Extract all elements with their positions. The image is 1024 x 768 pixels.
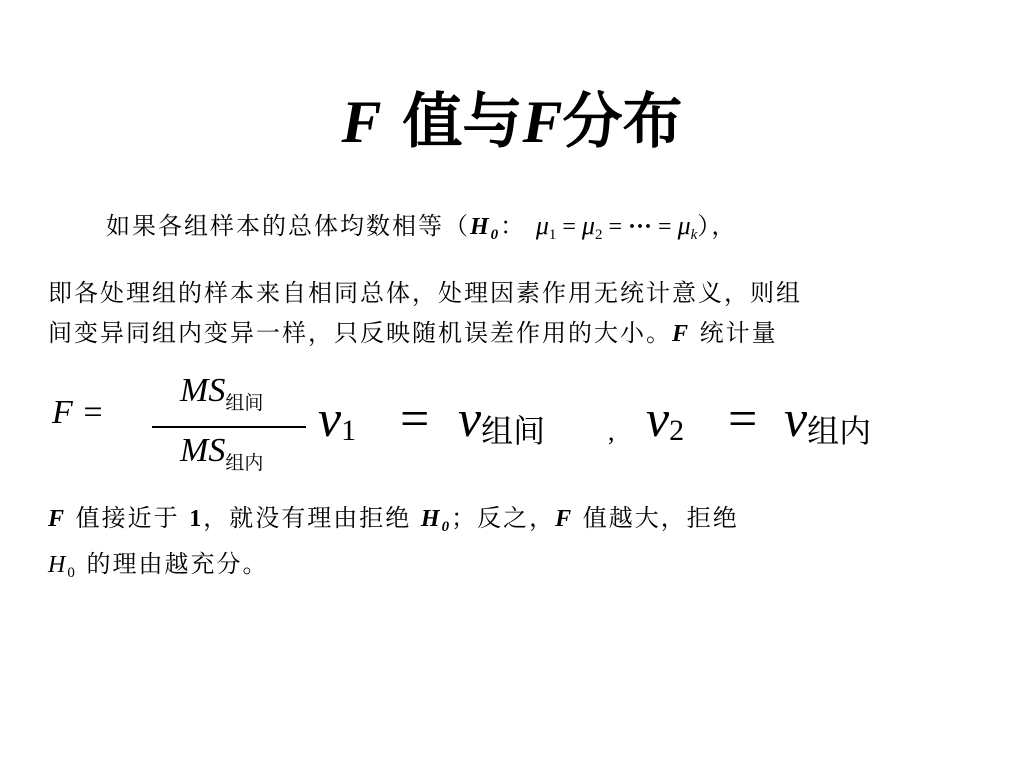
conclusion-line-1: F 值接近于 1，就没有理由拒绝 $H_0$；反之，F 值越大，拒绝 [48,504,739,535]
colon: ： [500,212,527,240]
explanation-text: 间变异同组内变异一样，只反映随机误差作用的大小。 [48,319,672,347]
title-f-symbol-2: F [522,89,563,155]
closing-paren: ）， [697,212,738,240]
title-text-2: 分布 [562,87,683,157]
slide-title [0,82,1024,162]
explanation-line-2 [48,313,778,348]
equals-nu2: = [728,391,758,448]
hypothesis-text: 如果各组样本的总体均数相等（ [106,212,470,240]
statistic-label: 统计量 [690,319,778,347]
equals-1: = [562,214,576,240]
h0-symbol-3: $H_0$ [48,552,77,581]
h0-symbol: $H_0$ [470,214,501,243]
title-text-1: 值与 [381,87,523,157]
nu2-symbol: ν2 [646,391,685,448]
equals-2: = [608,214,623,240]
f-symbol: F [672,321,691,347]
ellipsis: ··· [628,214,653,240]
mu-2: $\mu_2$ [581,211,603,243]
formula-lhs: F = [52,394,105,431]
mu-k: $\mu_k$ [677,211,698,243]
nu-within: ν组内 [784,391,872,450]
nu-between: ν组间 [458,391,546,450]
formula-fraction [152,368,308,480]
equals-3: = [658,214,672,240]
h0-symbol-2: $H_0$ [420,506,452,535]
nu1-symbol: ν1 [318,391,357,448]
fraction-numerator: $MS_{组间}$ [180,372,264,414]
explanation-line-1: 即各处理组的样本来自相同总体，处理因素作用无统计意义，则组 [48,279,802,307]
f-formula [48,368,988,488]
equals-nu1: = [400,391,430,448]
hypothesis-line [106,206,737,244]
formula-comma: , [608,417,615,446]
mu-1: $\mu_1$ [535,211,557,243]
title-f-symbol: F [341,89,382,155]
fraction-denominator: $MS_{组内}$ [180,432,264,474]
conclusion-line-2: $H_0$ 的理由越充分。 [48,550,269,581]
fraction-bar [152,426,306,428]
